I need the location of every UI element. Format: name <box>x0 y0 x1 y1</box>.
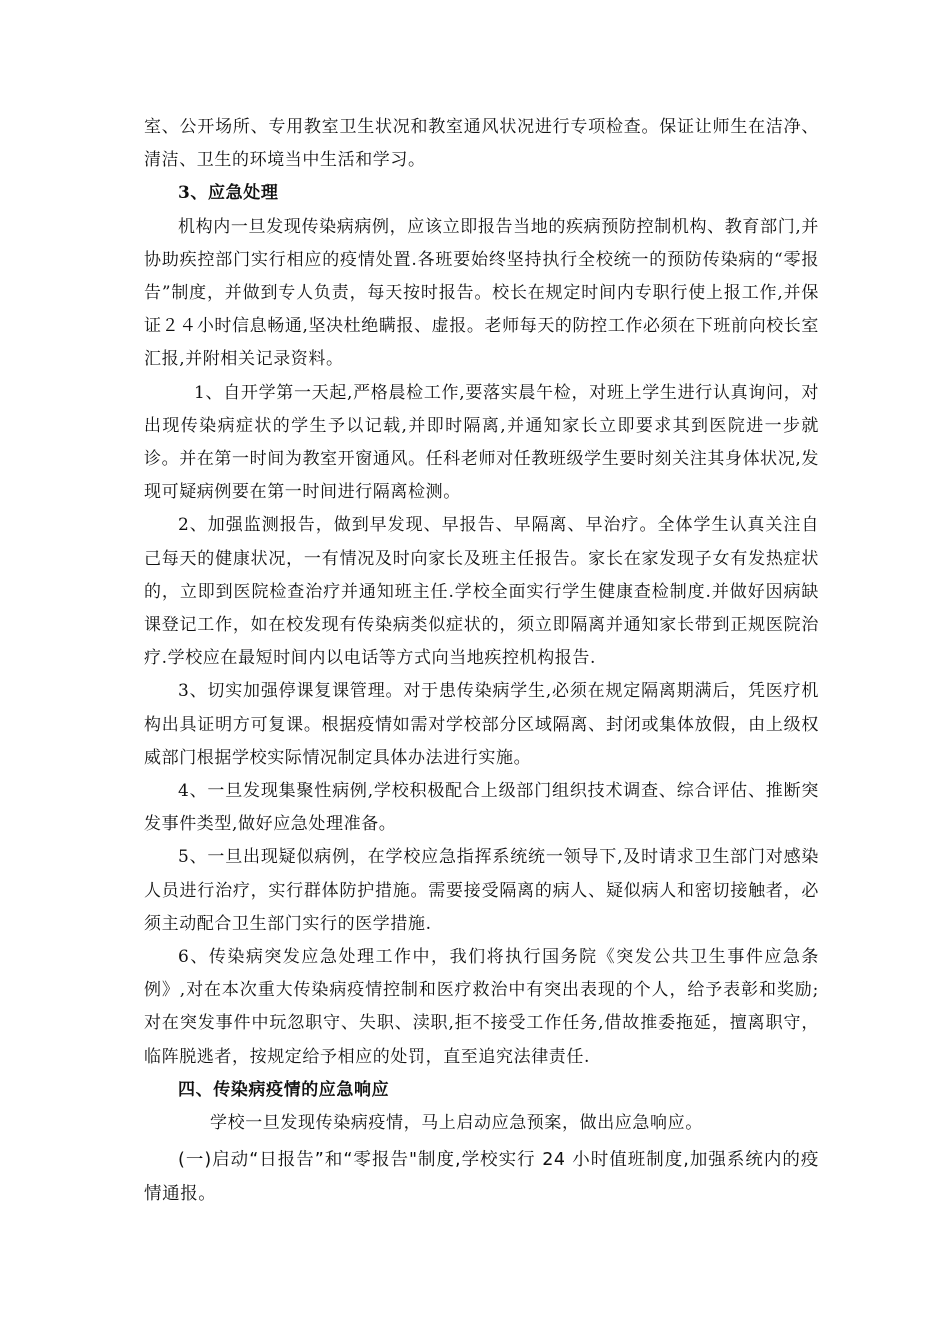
paragraph-inspection-continued: 室、公开场所、专用教室卫生状况和教室通风状况进行专项检查。保证让师生在洁净、清洁、卫生的环境当中生活和学习。 <box>144 117 819 171</box>
paragraph-reporting-procedure: 机构内一旦发现传染病病例，应该立即报告当地的疾病预防控制机构、教育部门,并协助疾控部门实行相应的疫情处置.各班要始终坚持执行全校统一的预防传染病的“零报告”制度，并做到专人负责，每天按时报告。校长在规定时间内专职行使上报工作,并保证２４小时信息畅通,坚决杜绝瞒报、虚报。老师每天的防控工作必须在下班前向校长室汇报,并附相关记录资料。 <box>144 216 819 370</box>
paragraph-item-6-rewards-penalties: 6、传染病突发应急处理工作中，我们将执行国务院《突发公共卫生事件应急条例》,对在本次重大传染病疫情控制和医疗救治中有突出表现的个人，给予表彰和奖励;对在突发事件中玩忽职守、失职、渎职,拒不接受工作任务,借故推委拖延，擅离职守，临阵脱逃者，按规定给予相应的处罚，直至追究法律责任. <box>144 947 819 1067</box>
paragraph-item-5-suspected-cases: 5、一旦出现疑似病例，在学校应急指挥系统统一领导下,及时请求卫生部门对感染人员进行治疗，实行群体防护措施。需要接受隔离的病人、疑似病人和密切接触者，必须主动配合卫生部门实行的医学措施. <box>144 847 819 934</box>
paragraph-response-intro: 学校一旦发现传染病疫情，马上启动应急预案，做出应急响应。 <box>210 1113 703 1134</box>
paragraph-item-2-monitoring: 2、加强监测报告，做到早发现、早报告、早隔离、早治疗。全体学生认真关注自己每天的健康状况，一有情况及时向家长及班主任报告。家长在家发现子女有发热症状的，立即到医院检查治疗并通知班主任.学校全面实行学生健康查检制度.并做好因病缺课登记工作，如在校发现有传染病类似症状的，须立即隔离并通知家长带到正规医院治疗.学校应在最短时间内以电话等方式向当地疾控机构报告. <box>144 515 819 669</box>
document-page <box>144 111 819 1211</box>
paragraph-item-4-cluster-cases: 4、一旦发现集聚性病例,学校积极配合上级部门组织技术调查、综合评估、推断突发事件类型,做好应急处理准备。 <box>144 781 819 835</box>
section-heading-emergency-handling: 3、应急处理 <box>178 183 279 204</box>
paragraph-item-3-class-suspension: 3、切实加强停课复课管理。对于患传染病学生,必须在规定隔离期满后，凭医疗机构出具证明方可复课。根据疫情如需对学校部分区域隔离、封闭或集体放假，由上级权威部门根据学校实际情况制定具体办法进行实施。 <box>144 681 819 768</box>
paragraph-daily-reporting: (一)启动“日报告”和“零报告"制度,学校实行 24 小时值班制度,加强系统内的疫情通报。 <box>144 1150 819 1204</box>
paragraph-item-1-morning-check: 1、自开学第一天起,严格晨检工作,要落实晨午检，对班上学生进行认真询问，对出现传染病症状的学生予以记载,并即时隔离,并通知家长立即要求其到医院进一步就诊。并在第一时间为教室开窗通风。任科老师对任教班级学生要时刻关注其身体状况,发现可疑病例要在第一时间进行隔离检测。 <box>144 382 819 503</box>
section-heading-epidemic-response: 四、传染病疫情的应急响应 <box>178 1079 390 1100</box>
